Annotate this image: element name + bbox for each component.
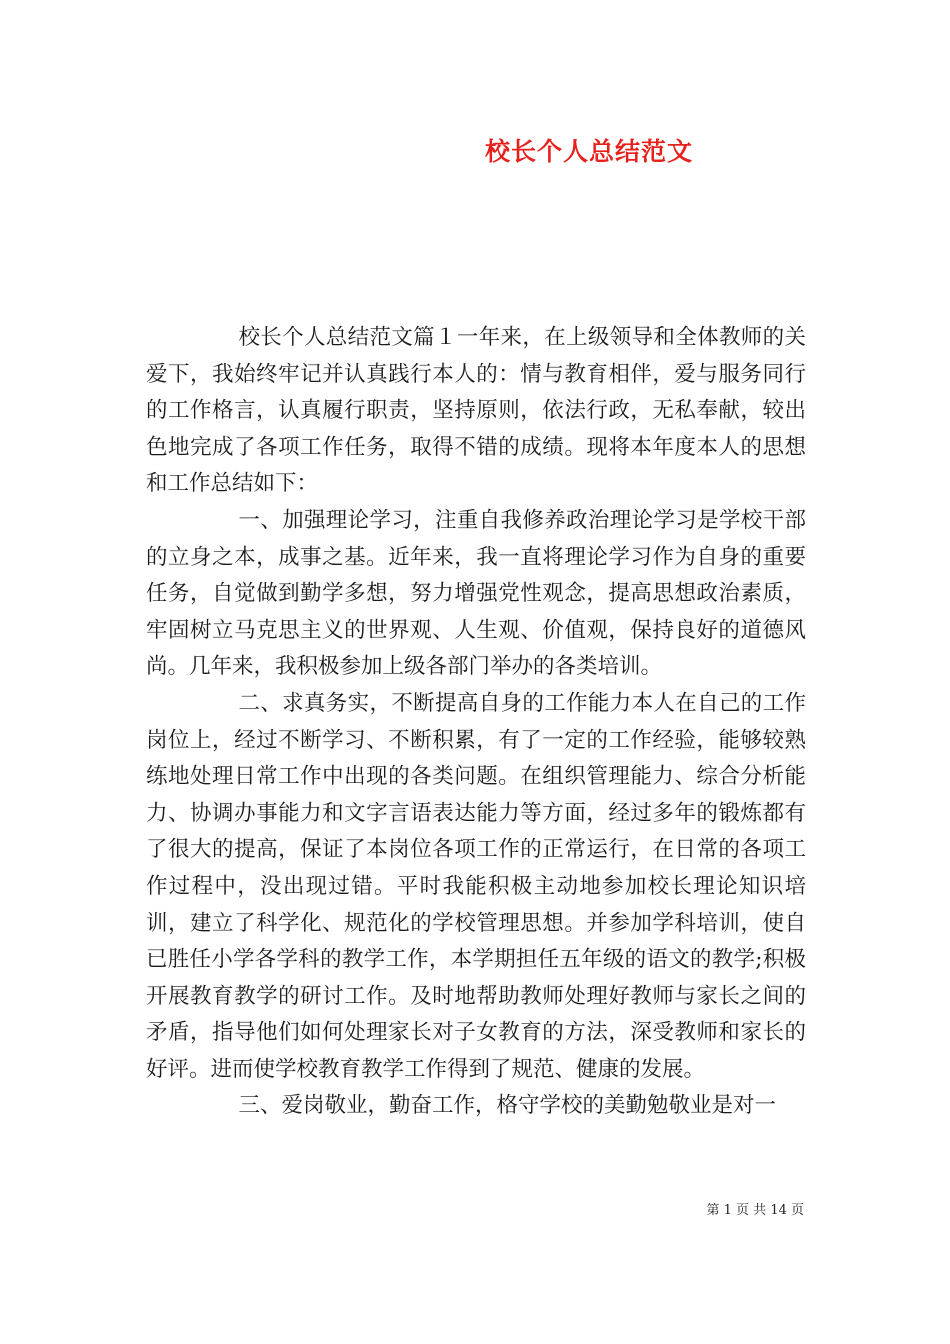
document-title bbox=[0, 132, 950, 172]
page-footer bbox=[707, 1201, 804, 1221]
document-title-text: 校长个人总结范文 bbox=[484, 137, 693, 166]
page-number-label: 第 1 页 共 14 页 bbox=[706, 1203, 804, 1218]
paragraph-section-3: 三、爱岗敬业，勤奋工作，格守学校的美勤勉敬业是对一 bbox=[238, 1093, 776, 1119]
paragraph-section-2: 二、求真务实，不断提高自身的工作能力本人在自己的工作岗位上，经过不断学习、不断积累，有了一定的工作经验，能够较熟练地处理日常工作中出现的各类问题。在组织管理能力、综合分析能力、协调办事能力和文字言语表达能力等方面，经过多年的锻炼都有了很大的提高，保证了本岗位各项工作的正常运行，在日常的各项工作过程中，没出现过错。平时我能积极主动地参加校长理论知识培训，建立了科学化、规范化的学校管理思想。并参加学科培训，使自已胜任小学各学科的教学工作，本学期担任五年级的语文的教学;积极开展教育教学的研讨工作。及时地帮助教师处理好教师与家长之间的矛盾，指导他们如何处理家长对子女教育的方法，深受教师和家长的好评。进而使学校教育教学工作得到了规范、健康的发展。 bbox=[146, 690, 806, 1082]
paragraph-section-1: 一、加强理论学习，注重自我修养政治理论学习是学校干部的立身之本，成事之基。近年来，我一直将理论学习作为自身的重要任务，自觉做到勤学多想，努力增强党性观念，提高思想政治素质，牢固树立马克思主义的世界观、人生观、价值观，保持良好的道德风尚。几年来，我积极参加上级各部门举办的各类培训。 bbox=[146, 507, 806, 680]
document-body bbox=[146, 320, 806, 1125]
paragraph-intro: 校长个人总结范文篇１一年来，在上级领导和全体教师的关爱下，我始终牢记并认真践行本人的：情与教育相伴，爱与服务同行的工作格言，认真履行职责，坚持原则，依法行政，无私奉献，较出色地完成了各项工作任务，取得不错的成绩。现将本年度本人的思想和工作总结如下： bbox=[146, 325, 806, 497]
